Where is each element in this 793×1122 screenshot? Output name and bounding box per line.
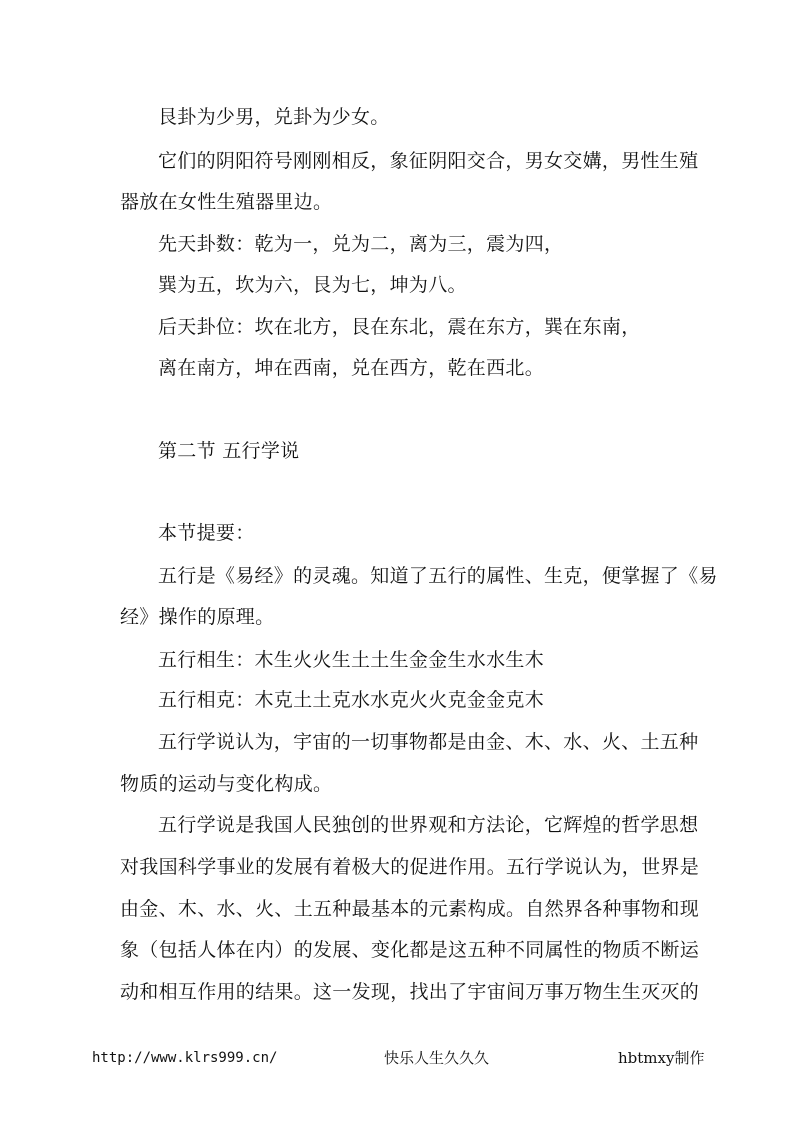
paragraph-line: 先天卦数：乾为一，兑为二，离为三，震为四， (158, 233, 564, 255)
paragraph-line: 器放在女性生殖器里边。 (120, 191, 333, 213)
paragraph-line: 经》操作的原理。 (120, 606, 275, 628)
paragraph-line: 对我国科学事业的发展有着极大的促进作用。五行学说认为，世界是 (120, 856, 700, 878)
paragraph-line: 后天卦位：坎在北方，艮在东北，震在东方，巽在东南， (158, 316, 641, 338)
paragraph-line: 五行是《易经》的灵魂。知道了五行的属性、生克，便掌握了《易 (158, 565, 718, 587)
footer-url-link[interactable]: http://www.klrs999.cn/ (92, 1050, 278, 1066)
section-heading: 第二节 五行学说 (158, 440, 300, 462)
paragraph-line: 动和相互作用的结果。这一发现，找出了宇宙间万事万物生生灭灭的 (120, 981, 700, 1003)
paragraph-line: 艮卦为少男，兑卦为少女。 (158, 106, 390, 128)
paragraph-line: 它们的阴阳符号刚刚相反，象征阴阳交合，男女交媾，男性生殖 (158, 150, 699, 172)
paragraph-line: 由金、木、水、火、土五种最基本的元素构成。自然界各种事物和现 (120, 898, 700, 920)
paragraph-line: 巽为五，坎为六，艮为七，坤为八。 (158, 274, 467, 296)
paragraph-line: 五行相生：木生火火生土土生金金生水水生木 (158, 649, 545, 671)
paragraph-line: 物质的运动与变化构成。 (120, 773, 333, 795)
paragraph-line: 象（包括人体在内）的发展、变化都是这五种不同属性的物质不断运 (120, 939, 700, 961)
footer-center-text: 快乐人生久久久 (384, 1049, 490, 1067)
paragraph-line: 五行学说认为，宇宙的一切事物都是由金、木、水、火、土五种 (158, 731, 699, 753)
summary-label: 本节提要： (158, 522, 255, 544)
footer-credit: hbtmxy制作 (618, 1049, 705, 1067)
paragraph-line: 五行相克：木克土土克水水克火火克金金克木 (158, 689, 545, 711)
paragraph-line: 五行学说是我国人民独创的世界观和方法论，它辉煌的哲学思想 (158, 814, 699, 836)
paragraph-line: 离在南方，坤在西南，兑在西方，乾在西北。 (158, 357, 545, 379)
